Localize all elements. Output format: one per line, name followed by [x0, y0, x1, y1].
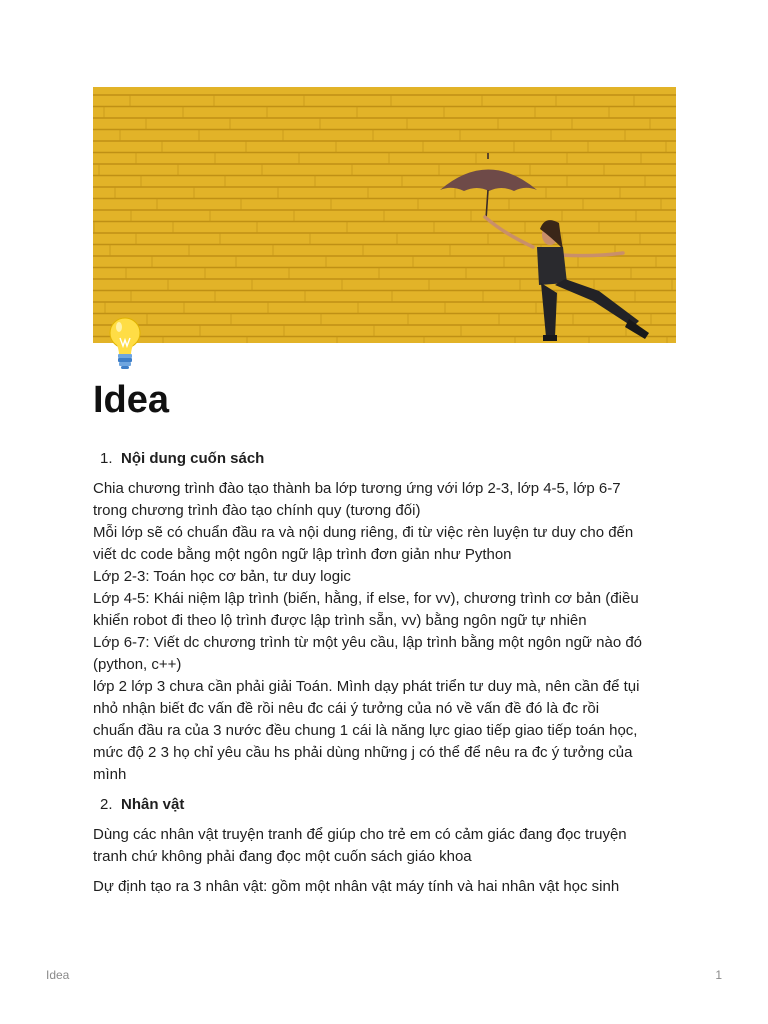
- section-body: [93, 478, 673, 786]
- list-number: 1.: [100, 450, 113, 467]
- text-line: Dùng các nhân vật truyện tranh để giúp cho trẻ em có cảm giác đang đọc truyện: [93, 826, 627, 843]
- section-heading-text: Nội dung cuốn sách: [121, 450, 265, 467]
- lightbulb-icon: [105, 316, 145, 370]
- text-line: (python, c++): [93, 656, 182, 673]
- text-line: Lớp 6-7: Viết dc chương trình từ một yêu cầu, lập trình bằng một ngôn ngữ nào đó: [93, 634, 643, 651]
- section-body: [93, 824, 673, 898]
- text-line: mức độ 2 3 họ chỉ yêu cầu hs phải dùng những j có thể để nêu ra đc ý tưởng của: [93, 744, 633, 761]
- text-line: lớp 2 lớp 3 chưa cần phải giải Toán. Mình dạy phát triển tư duy mà, nên cần để tụi: [93, 678, 640, 695]
- paragraph: [93, 876, 673, 898]
- text-line: Lớp 4-5: Khái niệm lập trình (biến, hằng, if else, for vv), chương trình cơ bản (điều: [93, 590, 639, 607]
- text-line: Chia chương trình đào tạo thành ba lớp tương ứng với lớp 2-3, lớp 4-5, lớp 6-7: [93, 480, 621, 497]
- text-line: nhỏ nhận biết đc vấn đề rồi nêu đc cái ý tưởng của nó về vấn đề đó là đc rồi: [93, 700, 600, 717]
- page-title: Idea: [93, 379, 170, 421]
- page-number: 1: [715, 968, 722, 982]
- text-line: Lớp 2-3: Toán học cơ bản, tư duy logic: [93, 568, 351, 585]
- text-line: Mỗi lớp sẽ có chuẩn đầu ra và nội dung riêng, đi từ việc rèn luyện tư duy cho đến: [93, 524, 634, 541]
- section-heading: [93, 794, 673, 816]
- text-line: Dự định tạo ra 3 nhân vật: gồm một nhân vật máy tính và hai nhân vật học sinh: [93, 878, 620, 895]
- text-line: trong chương trình đào tạo chính quy (tương đối): [93, 502, 421, 519]
- list-number: 2.: [100, 796, 113, 813]
- text-line: chuẩn đầu ra của 3 nước đều chung 1 cái là năng lực giao tiếp giao tiếp toán học,: [93, 722, 638, 739]
- text-line: tranh chứ không phải đang đọc một cuốn sách giáo khoa: [93, 848, 472, 865]
- text-line: mình: [93, 766, 127, 783]
- section-heading-text: Nhân vật: [121, 796, 185, 813]
- paragraph: [93, 824, 673, 868]
- cover-image: [93, 87, 676, 343]
- text-line: viết dc code bằng một ngôn ngữ lập trình đơn giản như Python: [93, 546, 512, 563]
- text-line: khiển robot đi theo lộ trình được lập trình sẵn, vv) bằng ngôn ngữ tự nhiên: [93, 612, 587, 629]
- section-heading: [93, 448, 673, 470]
- page-content: [93, 448, 673, 898]
- footer-title: Idea: [46, 968, 70, 982]
